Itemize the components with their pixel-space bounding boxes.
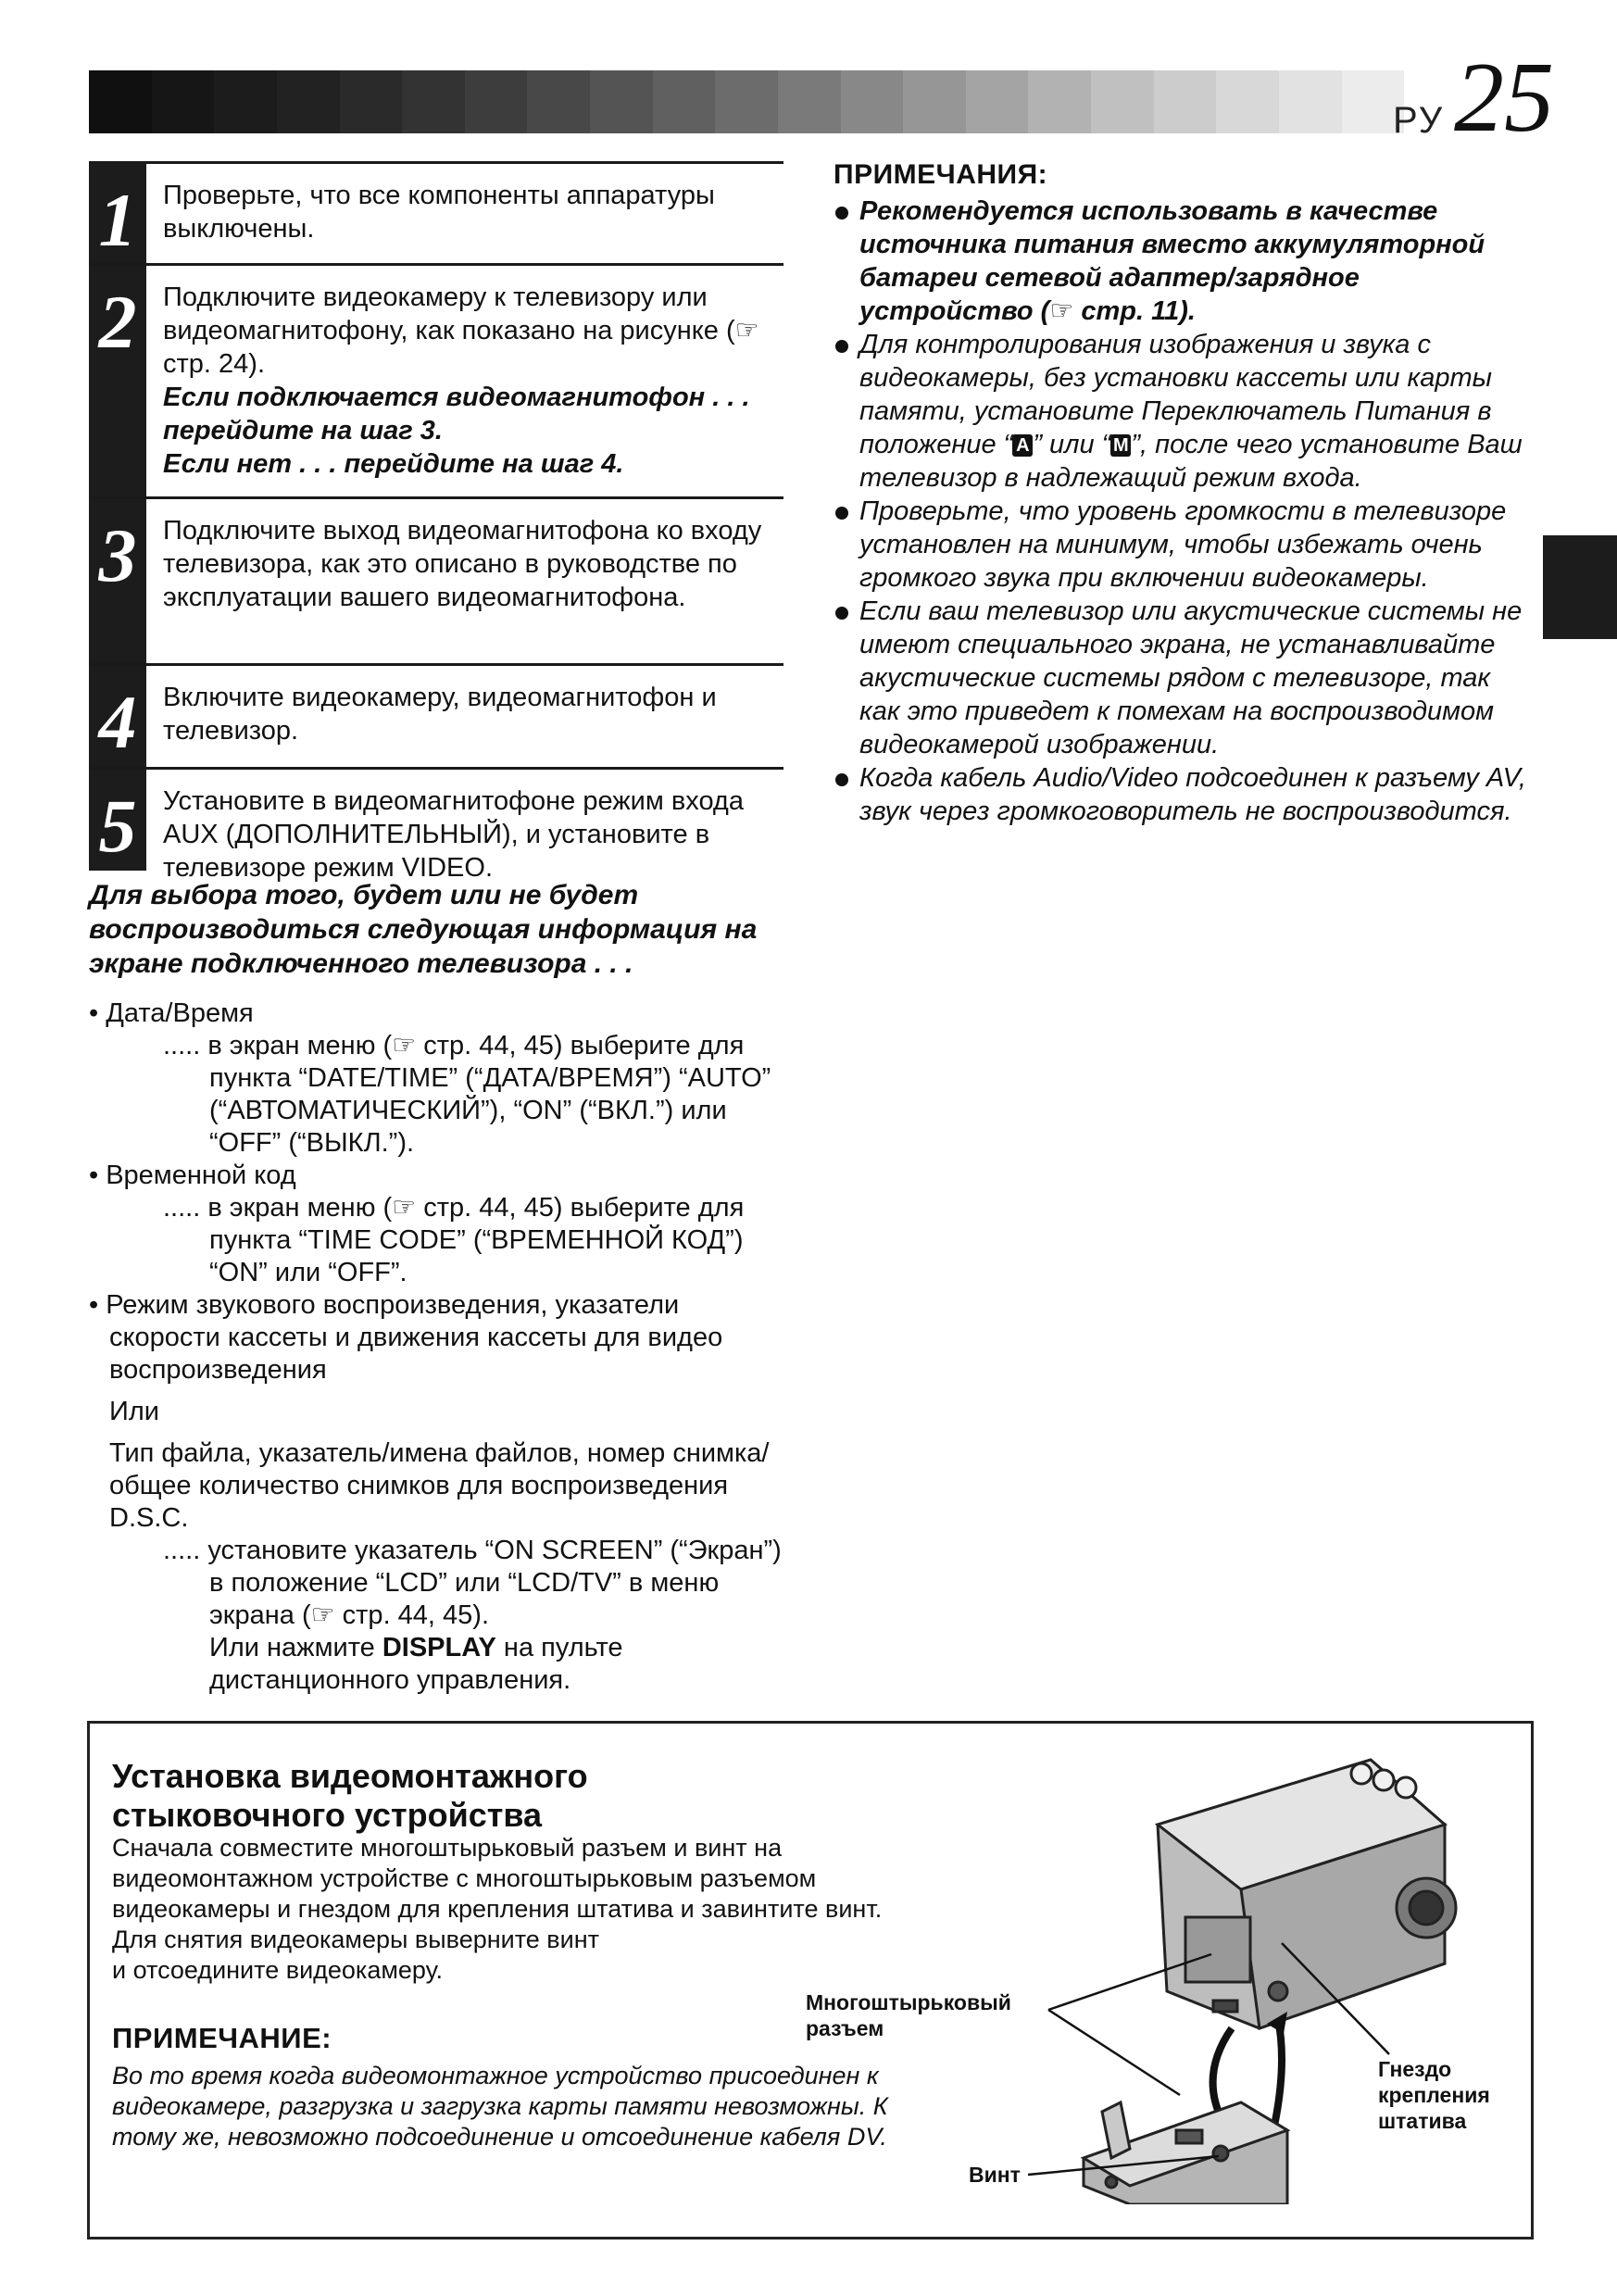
item-date-time: • Дата/Время	[89, 998, 254, 1028]
section-edge-tab	[1543, 535, 1617, 639]
language-label: РУ	[1393, 100, 1445, 141]
docking-note-text: Во то время когда видеомонтажное устройство присоединен к видеокамере, разгрузка и загрузка карты памяти невозможны. К тому же, невозможно подсоединение и отсоединение кабеля DV.	[112, 2062, 888, 2151]
item-dsc-info: Тип файла, указатель/имена файлов, номер снимка/общее количество снимков для воспроизведения D.S.C.	[109, 1438, 770, 1533]
docking-note-title: ПРИМЕЧАНИЕ:	[112, 2022, 332, 2054]
header-bar-segment	[214, 70, 277, 133]
header-bar-segment	[903, 70, 966, 133]
item-time-code: • Временной код	[89, 1161, 296, 1190]
docking-station-icon	[1084, 2102, 1287, 2204]
camcorder-icon	[1158, 1760, 1456, 2028]
steps-list	[89, 161, 783, 883]
step-1	[89, 161, 783, 263]
docking-instructions: Сначала совместите многоштырьковый разъем и винт на видеомонтажном устройстве с многоштырьковым разъемом видеокамеры и гнездом для крепления штатива и завинтите винт. Для снятия видеокамеры выверните винт и отсоедините видеокамеру.	[112, 1834, 883, 1984]
header-bar-segment	[277, 70, 340, 133]
item-time-code-detail: ..... в экран меню (☞ стр. 44, 45) выберите для пункта “TIME CODE” (“ВРЕМЕННОЙ КОД”) “ON” или “OFF”.	[163, 1193, 745, 1287]
header-bar-segment	[1279, 70, 1342, 133]
step-text: Подключите выход видеомагнитофона ко входу телевизора, как это описано в руководстве по эксплуатации вашего видеомагнитофона.	[163, 516, 762, 612]
header-bar-segment	[1216, 70, 1279, 133]
header-bar-segment	[152, 70, 215, 133]
step-branch-no-vcr: Если нет . . . перейдите на шаг 4.	[163, 449, 624, 479]
display-info-intro: Для выбора того, будет или не будет воспроизводиться следующая информация на экране подключенного телевизора . . .	[89, 880, 758, 979]
header-bar-segment	[89, 70, 152, 133]
note-monitor-without-cassette: Для контролирования изображения и звука с видеокамеры, без установки кассеты или карты памяти, установите Переключатель Питания в положение “ A ” или “ M”, после чего установите Ваш телевизор в надлежащий режим входа.	[834, 328, 1537, 495]
header-bar-segment	[1154, 70, 1217, 133]
header-bar-segment	[527, 70, 590, 133]
note-speakers: Если ваш телевизор или акустические системы не имеют специального экрана, не устанавливайте акустические системы рядом с телевизоре, так как это приведет к помехам на воспроизводимом видеокамерой изображении.	[834, 595, 1537, 761]
step-3	[89, 496, 783, 663]
step-instruction: Подключите видеокамеру к телевизору или видеомагнитофону, как показано на рисунке (☞ стр. 24).	[163, 282, 759, 379]
header-bar-segment	[1091, 70, 1154, 133]
header-bar-segment	[778, 70, 841, 133]
callout-tripod-socket: Гнездо крепления штатива	[1378, 2057, 1490, 2133]
callout-multi-pin-connector: Многоштырьковый разъем	[806, 1990, 1011, 2040]
step-5	[89, 767, 783, 883]
step-text: Установите в видеомагнитофоне режим входа AUX (ДОПОЛНИТЕЛЬНЫЙ), и установите в телевизоре режим VIDEO.	[163, 786, 744, 883]
item-display-button-detail: Или нажмите DISPLAY на пульте дистанционного управления.	[209, 1633, 623, 1695]
header-bar-segment	[653, 70, 716, 133]
notes-title: ПРИМЕЧАНИЯ:	[834, 159, 1048, 190]
page-number: 25	[1454, 43, 1554, 153]
step-text: Включите видеокамеру, видеомагнитофон и телевизор.	[163, 683, 717, 746]
header-bar-segment	[590, 70, 653, 133]
header-bar-segment	[340, 70, 403, 133]
header-bar-segment	[966, 70, 1029, 133]
step-text	[146, 266, 783, 496]
item-or: Или	[109, 1397, 159, 1426]
display-button-label: DISPLAY	[382, 1633, 496, 1662]
notes-section	[834, 159, 1537, 828]
header-bar-segment	[841, 70, 904, 133]
header-bar-segment	[715, 70, 778, 133]
note-volume: Проверьте, что уровень громкости в телевизоре установлен на минимум, чтобы избежать очень громкого звука при включении видеокамеры.	[834, 495, 1537, 595]
header-bar-segment	[402, 70, 465, 133]
step-number: 5	[89, 770, 146, 871]
header-bar-segment	[465, 70, 528, 133]
step-number: 1	[89, 164, 146, 263]
item-playback-indicators: • Режим звукового воспроизведения, указатели скорости кассеты и движения кассеты для видео воспроизведения	[89, 1290, 723, 1385]
item-date-time-detail: ..... в экран меню (☞ стр. 44, 45) выберите для пункта “DATE/TIME” (“ДАТА/ВРЕМЯ”) “AUTO” (“АВТОМАТИЧЕСКИЙ”), “ON” (“ВКЛ.”) или “OFF” (“ВЫКЛ.”).	[163, 1031, 771, 1158]
header-gradient-bar	[89, 70, 1404, 133]
step-4	[89, 663, 783, 767]
step-number: 2	[89, 266, 146, 496]
note-power-source: Рекомендуется использовать в качестве источника питания вместо аккумуляторной батареи сетевой адаптер/зарядное устройство (☞ стр. 11).	[834, 194, 1537, 328]
step-text: Проверьте, что все компоненты аппаратуры выключены.	[163, 181, 715, 244]
step-2	[89, 263, 783, 496]
display-info-section	[89, 878, 793, 1697]
step-number: 4	[89, 666, 146, 767]
step-number: 3	[89, 499, 146, 663]
docking-title: Установка видеомонтажного стыковочного устройства	[112, 1757, 588, 1834]
mode-m-icon: M	[1110, 434, 1131, 457]
note-av-cable: Когда кабель Audio/Video подсоединен к разъему AV, звук через громкоговоритель не воспроизводится.	[834, 761, 1537, 828]
step-branch-vcr: Если подключается видеомагнитофон . . . перейдите на шаг 3.	[163, 383, 750, 445]
callout-screw: Винт	[969, 2163, 1021, 2187]
item-on-screen-detail: ..... установите указатель “ON SCREEN” (“Экран”) в положение “LCD” или “LCD/TV” в меню экрана (☞ стр. 44, 45).	[163, 1536, 782, 1630]
mode-a-icon: A	[1012, 434, 1033, 457]
header-bar-segment	[1028, 70, 1091, 133]
